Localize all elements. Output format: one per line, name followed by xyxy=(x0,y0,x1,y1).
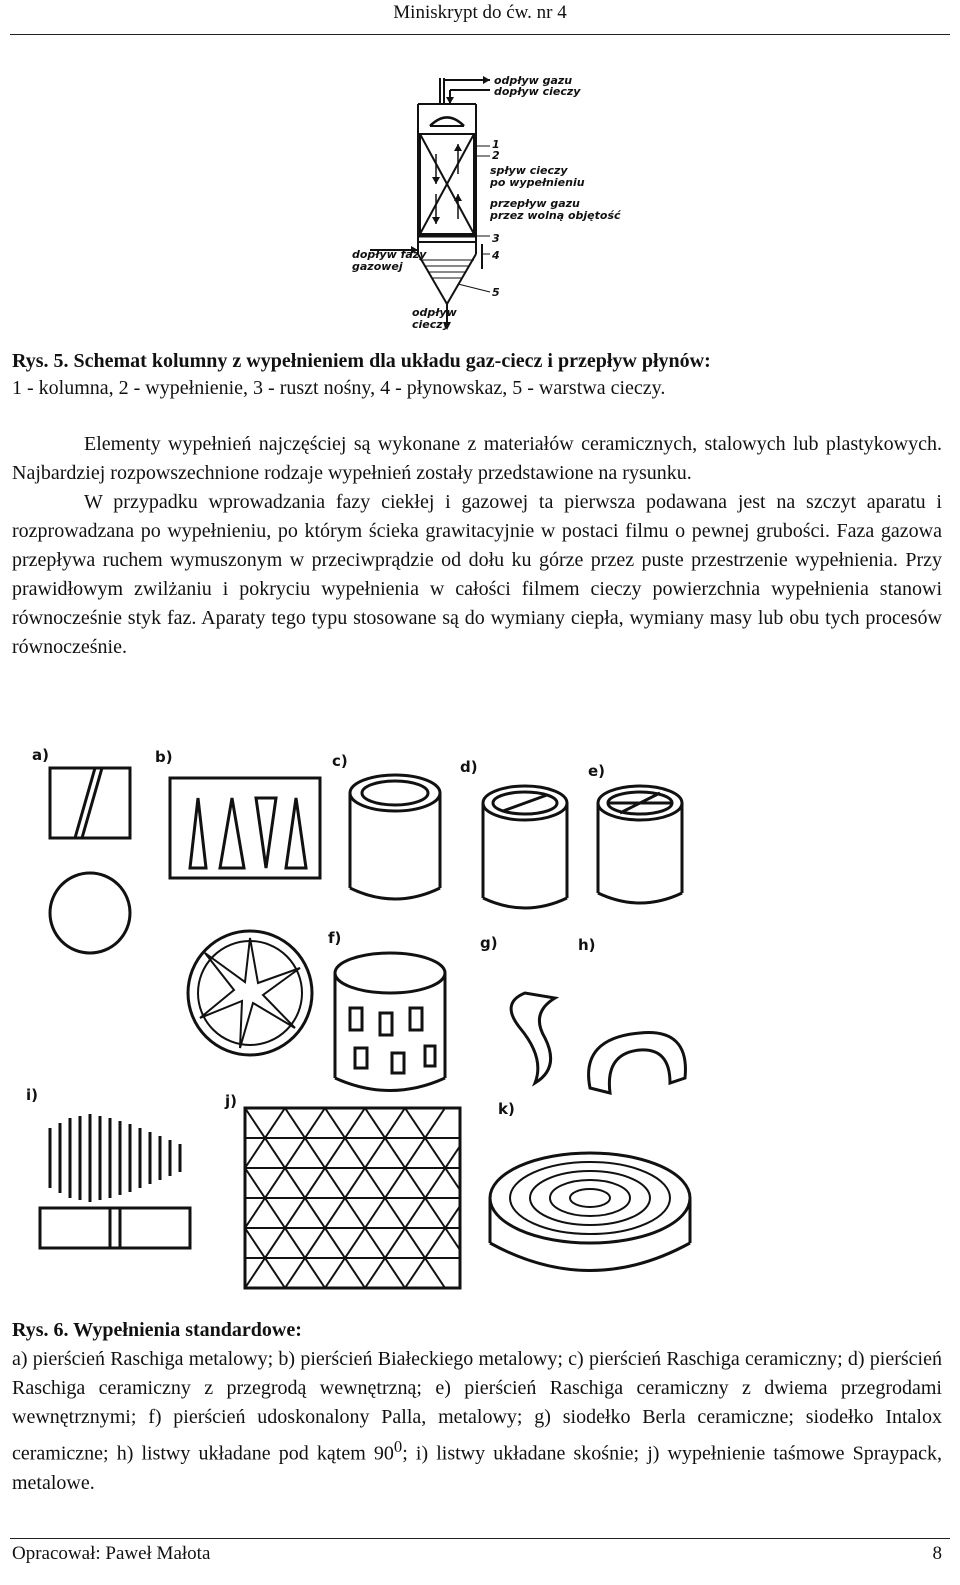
paragraph: Elementy wypełnień najczęściej są wykonane z materiałów ceramicznych, stalowych lub plastykowych. Najbardziej rozpowszechnione rodzaje wypełnień zostały przedstawione na rysunku. xyxy=(12,433,942,484)
label-liquid-flow-1: spływ cieczy xyxy=(490,164,568,177)
label-gas-outlet: odpływ gazu xyxy=(494,74,573,87)
body-text xyxy=(12,430,942,662)
label-gas-inlet-2: gazowej xyxy=(352,260,403,273)
label-gas-flow-2: przez wolną objętość xyxy=(490,209,621,222)
page-header: Miniskrypt do ćw. nr 4 xyxy=(393,2,567,23)
label-liquid-outlet-1: odpływ xyxy=(412,306,457,319)
footer-divider xyxy=(10,1538,950,1539)
label-h: h) xyxy=(578,936,596,954)
label-c: c) xyxy=(332,752,348,770)
label-g: g) xyxy=(480,934,498,952)
figure6-caption-sup: 0 xyxy=(393,1437,403,1456)
label-2: 2 xyxy=(492,149,500,162)
label-liquid-flow-2: po wypełnieniu xyxy=(490,176,585,189)
label-liquid-outlet-2: cieczy xyxy=(412,318,450,331)
figure6-caption xyxy=(12,1316,942,1498)
label-gas-inlet-1: dopływ fazy xyxy=(352,248,427,261)
paragraph: W przypadku wprowadzania fazy ciekłej i gazowej ta pierwsza podawana jest na szczyt aparatu i rozprowadzana po wypełnieniu, po którym ścieka grawitacyjnie w postaci filmu o pewnej grubości. Faza gazowa przepływa ruchem wymuszonym w przeciwprądzie od dołu ku górze przez puste przestrzenie wypełnienia. Przy prawidłowym zwilżaniu i pokryciu wypełnienia w całości filmem cieczy powierzchnia wypełnienia stanowi równocześnie styk faz. Aparaty tego typu stosowane są do wymiany ciepła, wymiany masy lub obu tych procesów równocześnie. xyxy=(12,491,942,658)
figure5-caption-title: Rys. 5. Schemat kolumny z wypełnieniem dla układu gaz-ciecz i przepływ płynów: xyxy=(12,350,711,372)
label-d: d) xyxy=(460,758,478,776)
figure5-caption-text: 1 - kolumna, 2 - wypełnienie, 3 - ruszt nośny, 4 - płynowskaz, 5 - warstwa cieczy. xyxy=(12,377,666,399)
header-divider xyxy=(10,34,950,35)
label-i: i) xyxy=(26,1086,38,1104)
figure6-caption-text-2: ; i) listwy układane skośnie; j) wypełnienie taśmowe Spraypack, metalowe. xyxy=(12,1442,943,1494)
page-number: 8 xyxy=(932,1543,942,1564)
label-f: f) xyxy=(328,929,342,947)
figure6-caption-text-1: a) pierścień Raschiga metalowy; b) pierścień Białeckiego metalowy; c) pierścień Raschiga ceramiczny; d) pierścień Raschiga ceramiczny z przegrodą wewnętrzną; e) pierścień Raschiga ceramiczny z dwiema przegrodami wewnętrznymi; f) pierścień udoskonalony Palla, metalowy; g) siodełko Berla ceramiczne; siodełko Intalox ceramiczne; h) listwy układane pod kątem 90 xyxy=(12,1348,942,1465)
label-liquid-inlet: dopływ cieczy xyxy=(494,85,581,98)
label-k: k) xyxy=(498,1100,515,1118)
footer-author: Opracował: Paweł Małota xyxy=(12,1543,211,1564)
label-b: b) xyxy=(155,748,173,766)
label-4: 4 xyxy=(492,249,500,262)
column-schematic-figure xyxy=(340,64,625,344)
label-3: 3 xyxy=(492,232,500,245)
label-j: j) xyxy=(225,1092,237,1110)
label-e: e) xyxy=(588,762,606,780)
label-gas-flow-1: przepływ gazu xyxy=(490,197,580,210)
label-1: 1 xyxy=(492,138,500,151)
label-5: 5 xyxy=(492,286,500,299)
packings-figure xyxy=(20,738,710,1308)
figure6-caption-title: Rys. 6. Wypełnienia standardowe: xyxy=(12,1319,302,1341)
label-a: a) xyxy=(32,746,49,764)
figure5-caption xyxy=(12,348,952,402)
